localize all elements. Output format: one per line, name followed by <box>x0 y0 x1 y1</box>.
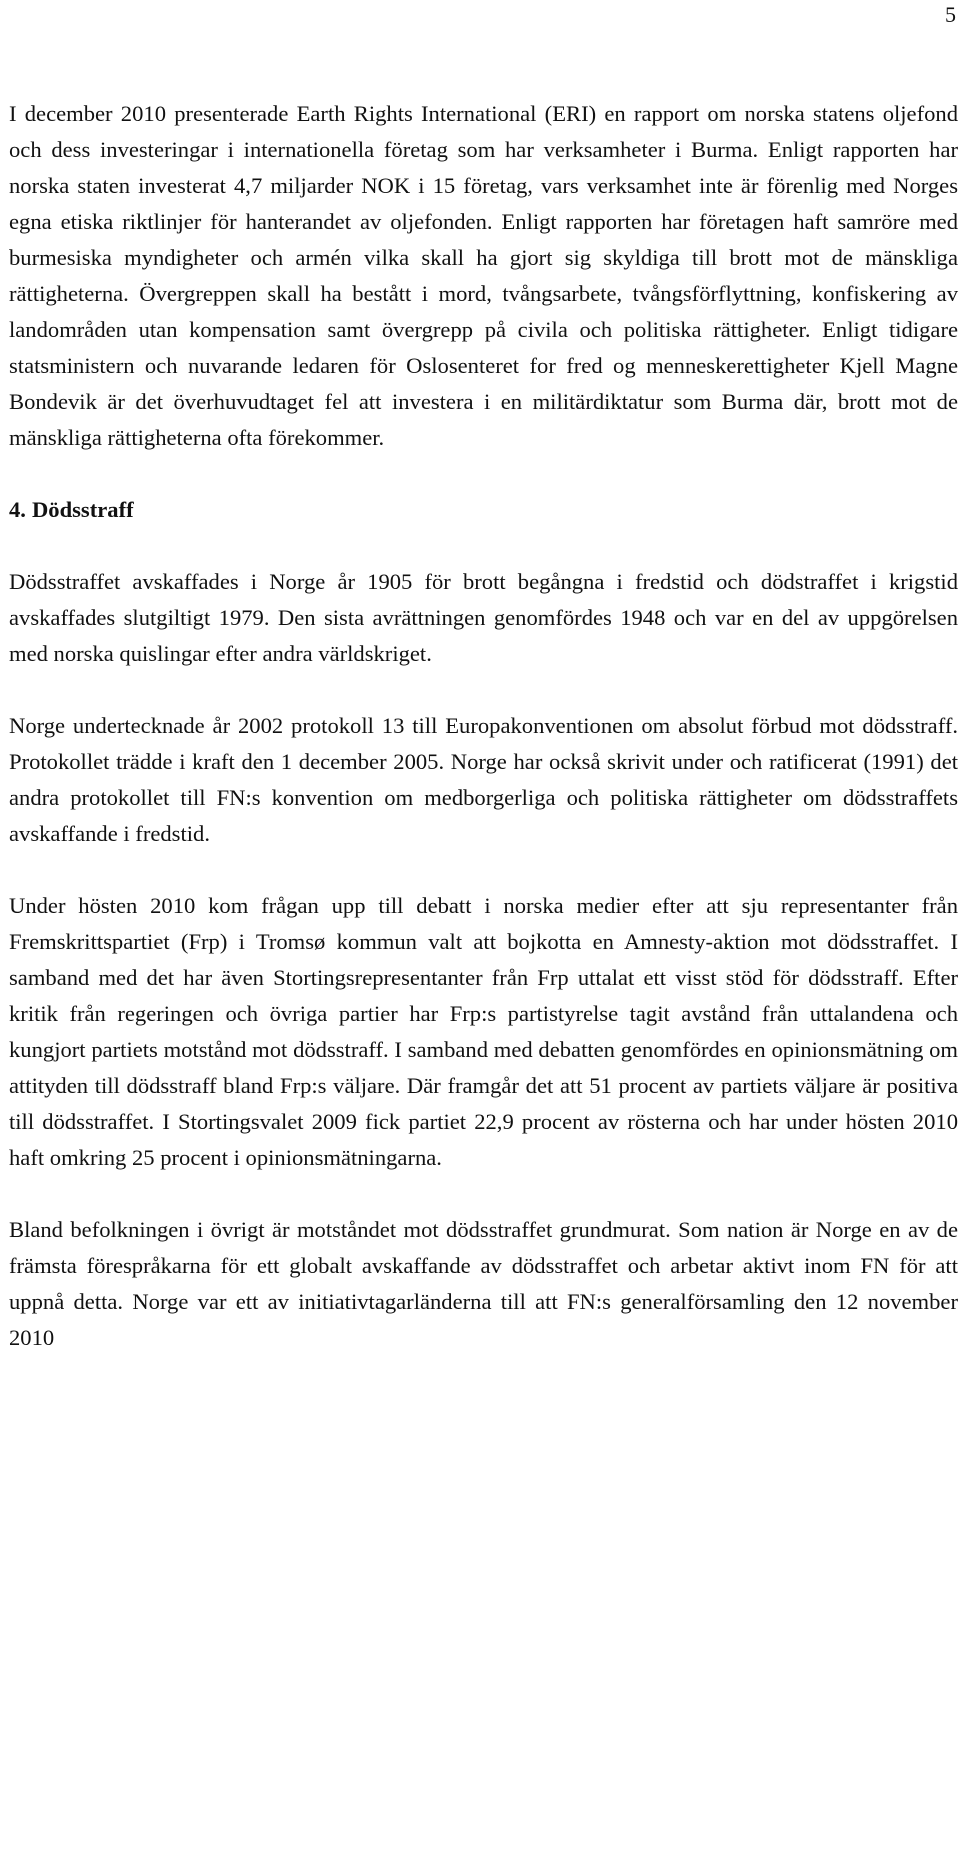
paragraph-protocol-13: Norge undertecknade år 2002 protokoll 13 till Europakonventionen om absolut förbud mot dödsstraff. Protokollet trädde i kraft den 1 december 2005. Norge har också skrivit under och ratificerat (1991) det andra protokollet till FN:s konvention om medborgerliga och politiska rättigheter om dödsstraffets avskaffande i fredstid. <box>9 713 958 846</box>
section-number: 4. <box>9 497 26 522</box>
paragraph-public-opinion: Bland befolkningen i övrigt är motståndet mot dödsstraffet grundmurat. Som nation är Norge en av de främsta förespråkarna för ett globalt avskaffande av dödsstraffet och arbetar aktivt inom FN för att uppnå detta. Norge var ett av initiativtagarländerna till att FN:s generalförsamling den 12 november 2010 <box>9 1217 958 1350</box>
section-title: Dödsstraff <box>31 497 134 522</box>
page-number: 5 <box>945 2 956 27</box>
page-body <box>9 96 958 1356</box>
paragraph-frp-debate: Under hösten 2010 kom frågan upp till debatt i norska medier efter att sju representanter från Fremskrittspartiet (Frp) i Tromsø kommun valt att bojkotta en Amnesty-aktion mot dödsstraffet. I samband med det har även Stortingsrepresentanter från Frp uttalat ett visst stöd för dödsstraff. Efter kritik från regeringen och övriga partier har Frp:s partistyrelse tagit avstånd från uttalandena och kungjort partiets motstånd mot dödsstraff. I samband med debatten genomfördes en opinionsmätning om attityden till dödsstraff bland Frp:s väljare. Där framgår det att 51 procent av partiets väljare är positiva till dödsstraffet. I Stortingsvalet 2009 fick partiet 22,9 procent av rösterna och har under hösten 2010 haft omkring 25 procent i opinionsmätningarna. <box>9 893 958 1170</box>
paragraph-eri-report: I december 2010 presenterade Earth Rights International (ERI) en rapport om norska statens oljefond och dess investeringar i internationella företag som har verksamheter i Burma. Enligt rapporten har norska staten investerat 4,7 miljarder NOK i 15 företag, vars verksamhet inte är förenlig med Norges egna etiska riktlinjer för hanterandet av oljefonden. Enligt rapporten har företagen haft samröre med burmesiska myndigheter och armén vilka skall ha gjort sig skyldiga till brott mot de mänskliga rättigheterna. Övergreppen skall ha bestått i mord, tvångsarbete, tvångsförflyttning, konfiskering av landområden utan kompensation samt övergrepp på civila och politiska rättigheter. Enligt tidigare statsministern och nuvarande ledaren för Oslosenteret for fred og menneskerettigheter Kjell Magne Bondevik är det överhuvudtaget fel att investera i en militärdiktatur som Burma där, brott mot de mänskliga rättigheterna ofta förekommer. <box>9 101 958 450</box>
section-heading <box>9 492 958 528</box>
paragraph-abolition-history: Dödsstraffet avskaffades i Norge år 1905 för brott begångna i fredstid och dödstraffet i krigstid avskaffades slutgiltigt 1979. Den sista avrättningen genomfördes 1948 och var en del av uppgörelsen med norska quislingar efter andra världskriget. <box>9 569 958 666</box>
